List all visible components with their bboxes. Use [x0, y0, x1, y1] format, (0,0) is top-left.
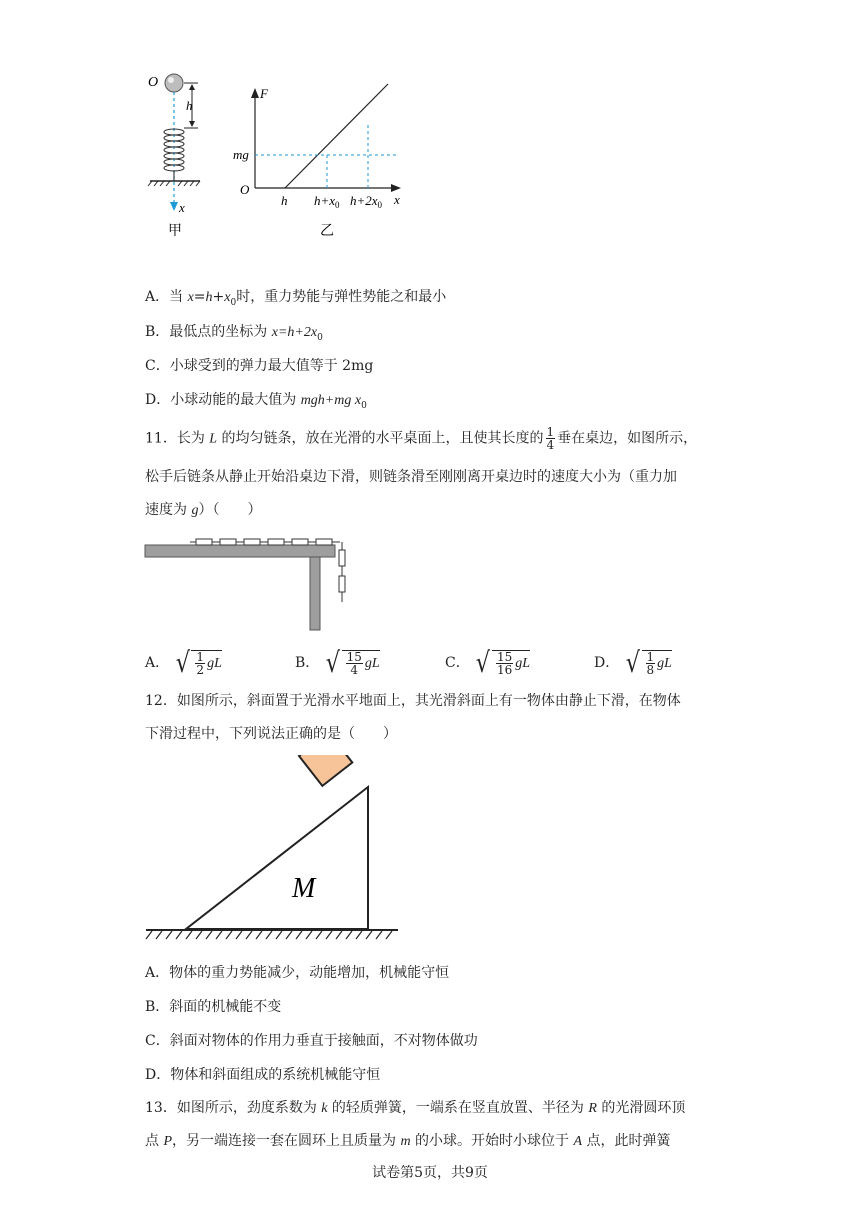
- caption-yi: 乙: [320, 223, 334, 239]
- q11-option-c: C． √ $\frac{15}{16}$ gL: [445, 646, 531, 679]
- caption-jia: 甲: [168, 223, 182, 239]
- h-label: h: [186, 98, 193, 113]
- tick-h-2x0: $h+2x_0$: [350, 193, 383, 210]
- q10-option-d: D．小球动能的最大值为 mgh+mg $x_0$: [145, 392, 367, 411]
- x-label-right: x: [394, 192, 400, 207]
- chain-table-figure: [140, 532, 360, 632]
- ground-hatching: [146, 931, 392, 939]
- sliding-block: [299, 755, 352, 786]
- q11-stem-line1: 11．长为 L 的均匀链条，放在光滑的水平桌面上，且使其长度的 $\frac{1}{4}$ 垂在桌边，如图所示，: [145, 425, 698, 452]
- q10-option-a: A．当 $x=h+x_0$时，重力势能与弹性势能之和最小: [145, 289, 447, 308]
- q10-option-b: B．最低点的坐标为 $x=h+2x_0$: [145, 324, 323, 343]
- wedge-label-M: M: [292, 873, 316, 904]
- x-axis-label-left: x: [179, 200, 185, 215]
- sqrt-expression: √ $\frac{1}{2}$ gL: [175, 646, 222, 679]
- table-leg: [310, 557, 320, 630]
- q12-option-c: C．斜面对物体的作用力垂直于接触面，不对物体做功: [145, 1033, 478, 1049]
- incline-wedge: [186, 787, 368, 929]
- q13-stem-line2: 点 P，另一端连接一套在圆环上且质量为 m 的小球。开始时小球位于 A 点，此时弹簧: [145, 1133, 671, 1149]
- F-arrow-icon: [251, 88, 259, 98]
- q11-option-b: B． √ $\frac{15}{4}$ gL: [295, 646, 380, 679]
- q12-stem-line2: 下滑过程中，下列说法正确的是（ ）: [145, 726, 397, 742]
- q11-option-a: A． √ $\frac{1}{2}$ gL: [145, 646, 222, 679]
- sqrt-expression: √ $\frac{15}{16}$ gL: [475, 646, 531, 679]
- F-label: F: [260, 86, 268, 101]
- q12-option-a: A．物体的重力势能减少，动能增加，机械能守恒: [145, 965, 450, 981]
- spring-ball-figure: [140, 70, 430, 245]
- q12-option-d: D．物体和斜面组成的系统机械能守恒: [145, 1067, 381, 1083]
- q11-stem-line3: 速度为 g）（ ）: [145, 502, 262, 518]
- ball: [165, 74, 183, 92]
- tick-h: h: [281, 193, 288, 208]
- mg-label: mg: [233, 147, 249, 162]
- table-top: [145, 545, 335, 557]
- sqrt-expression: √ $\frac{1}{8}$ gL: [625, 646, 672, 679]
- q13-stem-line1: 13．如图所示，劲度系数为 k 的轻质弹簧，一端系在竖直放置、半径为 R 的光滑圆环顶: [145, 1100, 686, 1116]
- x-arrow-icon: [170, 202, 178, 211]
- q11-option-d: D． √ $\frac{1}{8}$ gL: [594, 646, 672, 679]
- page-footer: 试卷第5页，共9页: [372, 1165, 488, 1181]
- q12-option-b: B．斜面的机械能不变: [145, 999, 282, 1015]
- q10-option-c: C．小球受到的弹力最大值等于 2mg: [145, 358, 374, 374]
- F-x-line: [285, 84, 388, 188]
- q11-stem-line2: 松手后链条从静止开始沿桌边下滑，则链条滑至刚刚离开桌边时的速度大小为（重力加: [145, 469, 677, 485]
- x-axis-arrow-icon: [391, 184, 401, 192]
- sqrt-expression: √ $\frac{15}{4}$ gL: [325, 646, 380, 679]
- fraction-one-quarter: $\frac{1}{4}$: [546, 425, 555, 452]
- origin-label-right: O: [240, 182, 250, 197]
- q12-stem-line1: 12．如图所示，斜面置于光滑水平地面上，其光滑斜面上有一物体由静止下滑，在物体: [145, 693, 681, 709]
- origin-label-left: O: [148, 75, 159, 90]
- tick-h-x0: $h+x_0$: [314, 193, 340, 210]
- incline-figure: [140, 755, 410, 945]
